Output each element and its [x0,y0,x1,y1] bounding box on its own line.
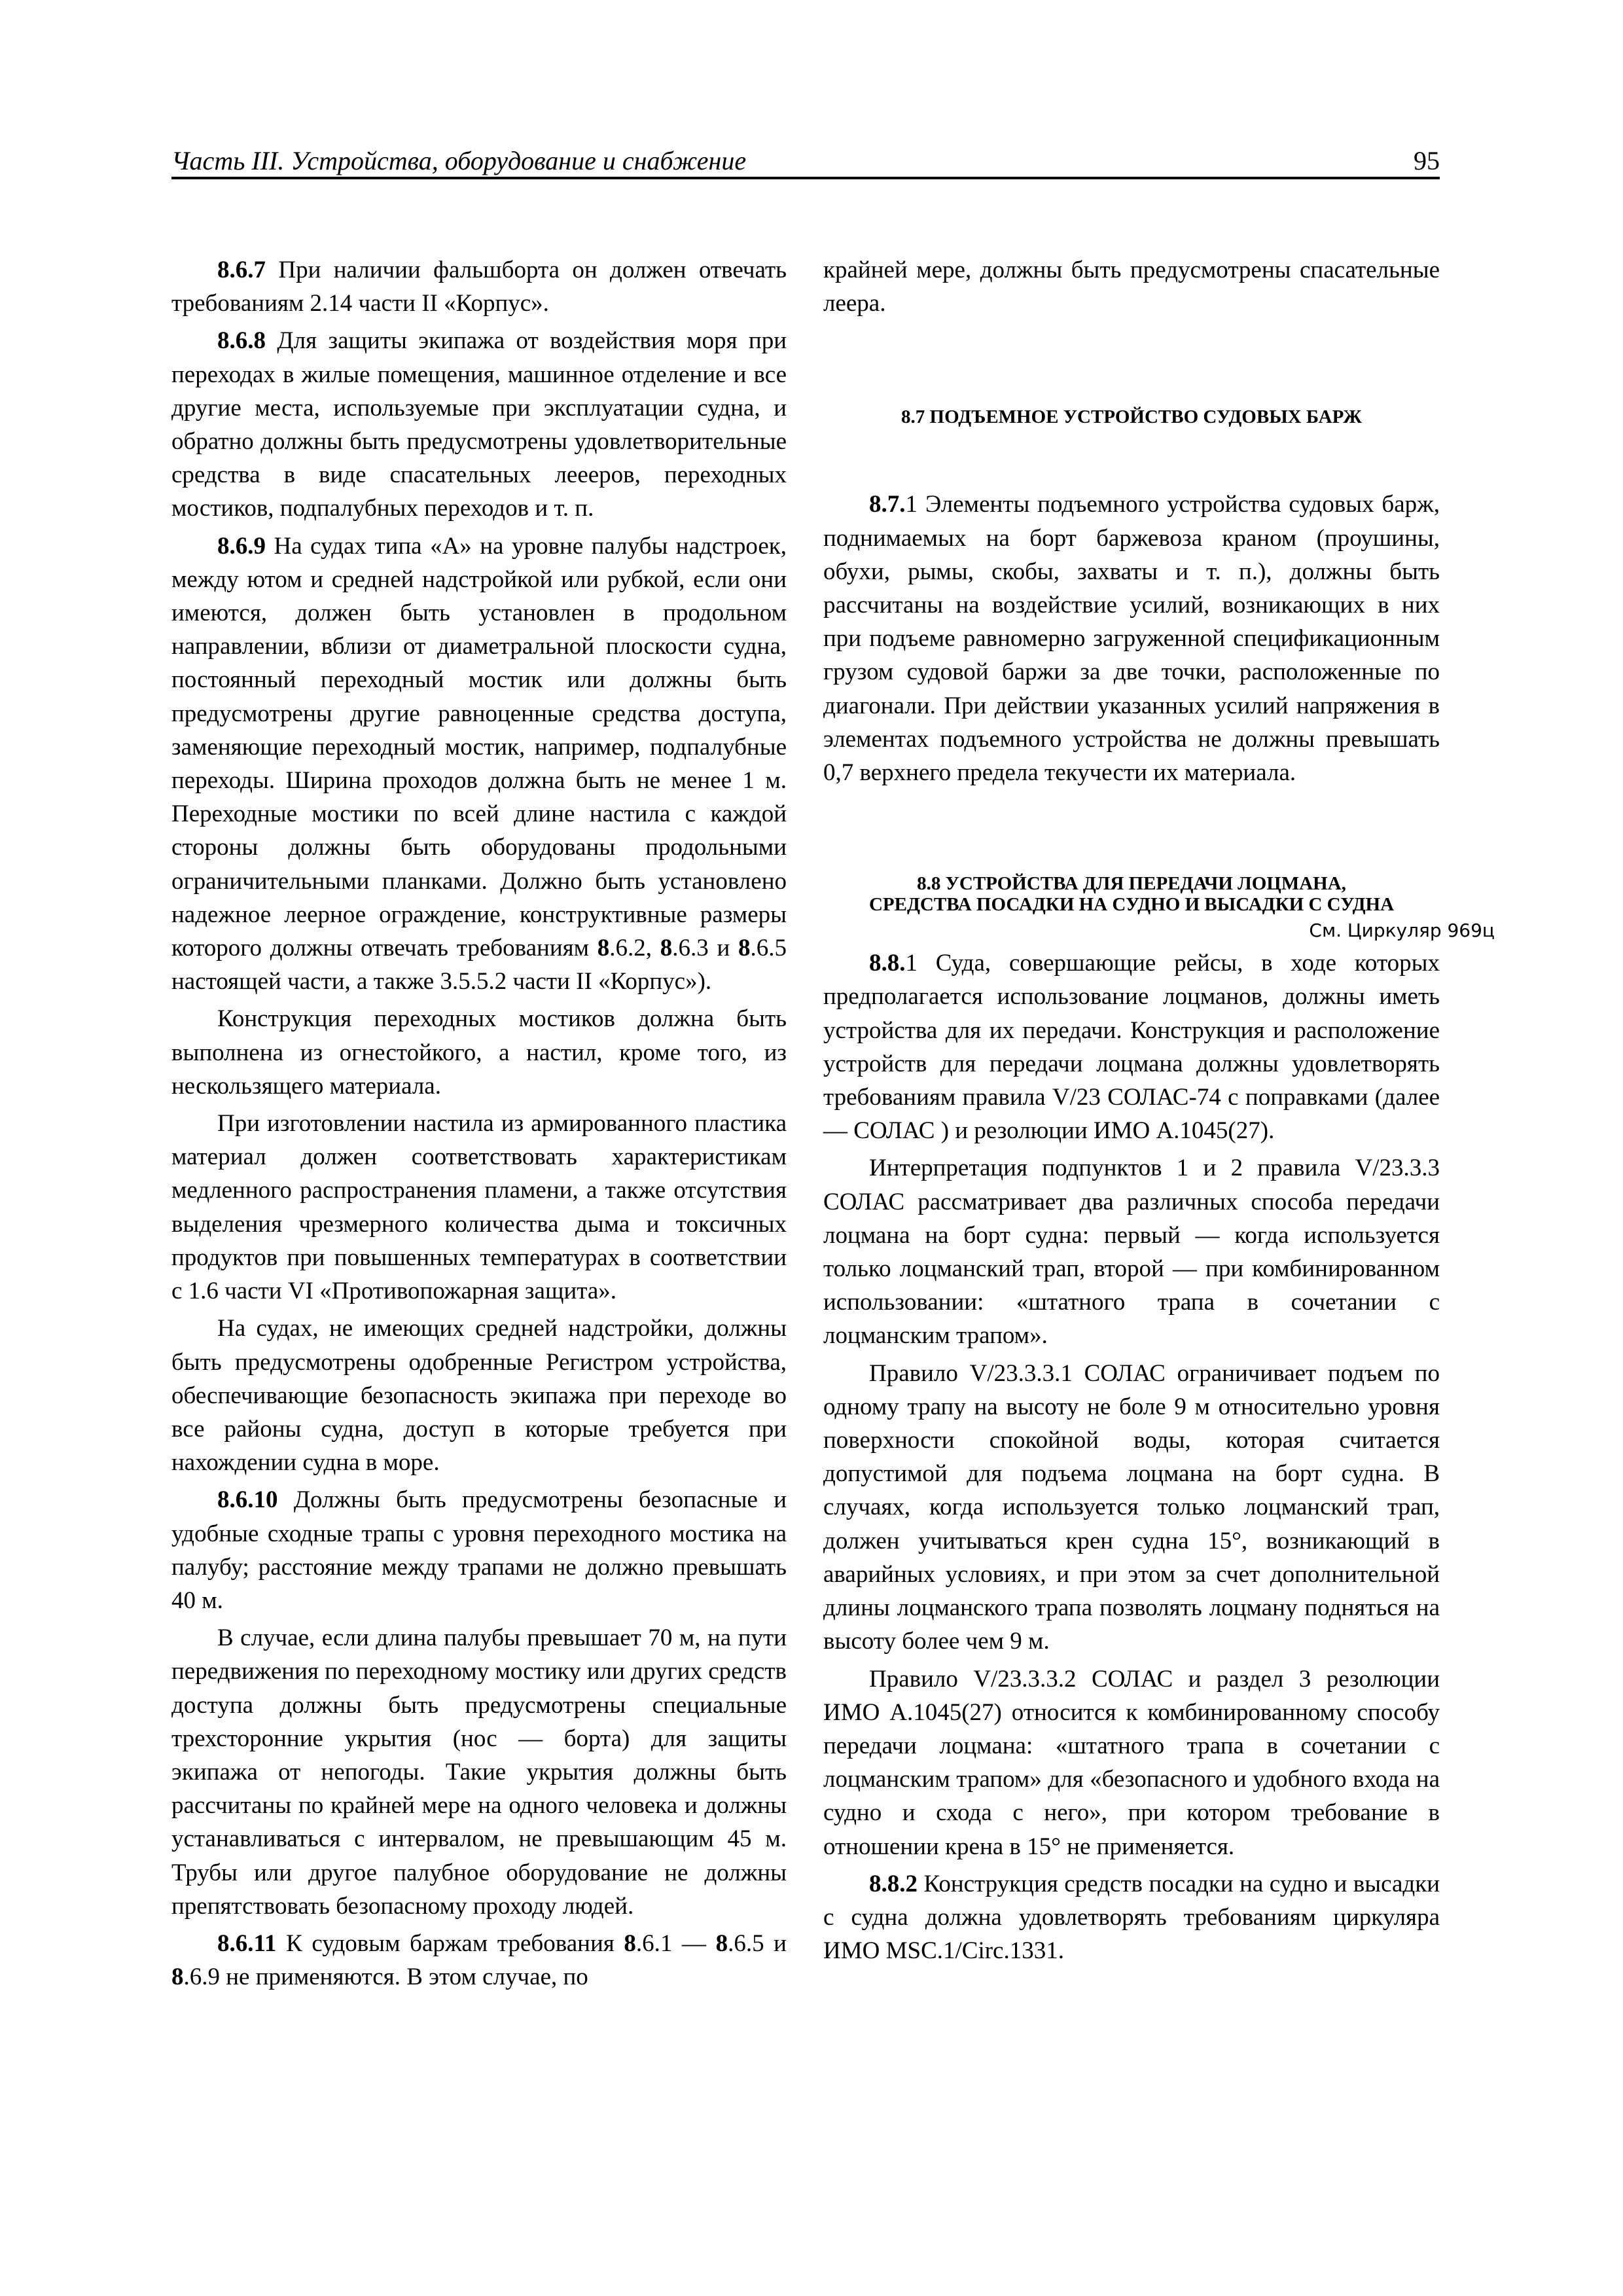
reference-chapter: 8 [738,935,751,962]
clause-number: 8.8. [869,950,906,977]
reference-chapter: 8 [171,1964,184,1991]
paragraph-text: .6.9 не применяются. В этом случае, по [183,1964,588,1991]
paragraph-text: На судах типа «А» на уровне палубы надстроек, между ютом и средней надстройкой или рубкой, если они имеются, должен быть установлен в продольном направлении, вблизи от диаметральной плоскости судна, постоянный переходный мостик или должны быть предусмотрены другие равноценные средства доступа, заменяющие переходный мостик, например, подпалубные переходы. Ширина проходов должна быть не менее 1 м. Переходные мостики по всей длине настила с каждой стороны должны быть оборудованы продольными ограничительными планками. Должно быть установлено надежное леерное ограждение, конструктивные размеры которого должны отвечать требованиям [171,532,787,962]
clause-number: 8.6.8 [217,327,266,355]
reference-chapter: 8 [597,935,610,962]
circular-reference-link[interactable]: См. Циркуляр 969ц [1309,920,1495,942]
header-title: Часть III. Устройства, оборудование и снабжение [171,146,747,175]
clause-number: 8.6.10 [217,1486,278,1514]
right-column [823,253,1495,1967]
paragraph-rule-v-23-3-3-1: Правило V/23.3.3.1 СОЛАС ограничивает подъем по одному трапу на высоту не боле 9 м относительно уровня поверхности спокойной воды, которая считается допустимой для подъема лоцмана на борт судна. В случаях, когда используется только лоцманский трап, должен учитываться крен судна 15°, возникающий в аварийных условиях, и при этом за счет дополнительной длины лоцманского трапа позволять лоцману подняться на высоту более чем 9 м. [823,1359,1440,1655]
left-column [171,253,787,1994]
section-heading-8-8-line2: СРЕДСТВА ПОСАДКИ НА СУДНО И ВЫСАДКИ С СУДНА [868,894,1395,916]
paragraph-continuation: крайней мере, должны быть предусмотрены спасательные леера. [823,257,1440,317]
paragraph-no-superstructure: На судах, не имеющих средней надстройки, должны быть предусмотрены одобренные Регистром устройства, обеспечивающие безопасность экипажа при переходе во все районы судна, доступ в которые требуется при нахождении судна в море. [171,1315,787,1477]
section-heading-8-7: 8.7 ПОДЪЕМНОЕ УСТРОЙСТВО СУДОВЫХ БАРЖ [901,406,1362,428]
paragraph-text: При наличии фальшборта он должен отвечать требованиям 2.14 части II «Корпус». [171,257,787,317]
reference-chapter: 8 [715,1929,728,1957]
paragraph-shelters: В случае, если длина палубы превышает 70 м, на пути передвижения по переходному мостику или других средств доступа должны быть предусмотрены специальные трехсторонние укрытия (нос — борта) для защиты экипажа от непогоды. Такие укрытия должны быть рассчитаны по крайней мере на одного человека и должны устанавливаться с интервалом, не превышающим 45 м. Трубы или другое палубное оборудование не должны препятствовать безопасному проходу людей. [171,1624,787,1920]
paragraph-text: Для защиты экипажа от воздействия моря при переходах в жилые помещения, машинное отделение и все другие места, используемые при эксплуатации судна, и обратно должны быть предусмотрены удовлетворительные средства в виде спасательных леееров, переходных мостиков, подпалубных переходов и т. п. [171,327,787,522]
paragraph-rule-v-23-3-3-2: Правило V/23.3.3.2 СОЛАС и раздел 3 резолюции ИМО А.1045(27) относится к комбинированному способу передачи лоцмана: «штатного трапа в сочетании с лоцманским трапом» для «безопасного и удобного входа на судно и схода с него», при котором требование в отношении крена в 15° не применяется. [823,1665,1440,1860]
paragraph-text: .6.5 настоящей части, а также 3.5.5.2 части II «Корпус»). [171,935,787,996]
paragraph-text: .6.5 и [728,1929,787,1957]
paragraph-8-6-9 [171,529,787,999]
paragraph-8-8-2 [823,1867,1440,1968]
clause-number: 8.7. [869,491,906,518]
paragraph-text: .6.1 — [635,1929,716,1957]
page-number: 95 [1414,146,1440,175]
paragraph-text: .6.3 и [672,935,738,962]
paragraph-text: Должны быть предусмотрены безопасные и удобные сходные трапы с уровня переходного мостика на палубу; расстояние между трапами не должно превышать 40 м. [171,1486,787,1614]
paragraph-text: .6.2, [609,935,660,962]
paragraph-8-6-8 [171,324,787,525]
paragraph-text: К судовым баржам требования [276,1929,624,1957]
clause-number-rest: 1 [905,491,918,518]
paragraph-bridge-construction: Конструкция переходных мостиков должна быть выполнена из огнестойкого, а настил, кроме того, из нескользящего материала. [171,1005,787,1100]
paragraph-8-6-7 [171,253,787,320]
section-heading-8-8-line1: 8.8 УСТРОЙСТВА ДЛЯ ПЕРЕДАЧИ ЛОЦМАНА, [917,873,1346,895]
header-rule [171,177,1440,179]
paragraph-8-7-1 [823,488,1440,789]
paragraph-8-6-10 [171,1483,787,1617]
paragraph-8-8-1 [823,946,1440,1147]
paragraph-text: Суда, совершающие рейсы, в ходе которых предполагается использование лоцманов, должны иметь устройства для их передачи. Конструкция и расположение устройств для передачи лоцмана должны удовлетворять требованиям правила V/23 СОЛАС-74 с поправками (далее — СОЛАС ) и резолюции ИМО А.1045(27). [823,950,1440,1145]
paragraph-8-6-11 [171,1927,787,1994]
paragraph-text: Конструкция средств посадки на судно и высадки с судна должна удовлетворять требованиям циркуляра ИМО MSC.1/Circ.1331. [823,1870,1440,1965]
clause-number-rest: 1 [905,950,918,977]
paragraph-text: Элементы подъемного устройства судовых барж, поднимаемых на борт баржевоза краном (проушины, обухи, рымы, скобы, захваты и т. п.), должны быть рассчитаны на воздействие усилий, возникающих в них при подъеме равномерно загруженной спецификационным грузом судовой баржи за две точки, расположенные по диагонали. При действии указанных усилий напряжения в элементах подъемного устройства не должны превышать 0,7 верхнего предела текучести их материала. [823,491,1440,787]
paragraph-deck-material: При изготовлении настила из армированного пластика материал должен соответствовать характеристикам медленного распространения пламени, а также отсутствия выделения чрезмерного количества дыма и токсичных продуктов при повышенных температурах в соответствии с 1.6 части VI «Противопожарная защита». [171,1110,787,1305]
clause-number: 8.6.11 [217,1929,277,1957]
clause-number: 8.6.9 [217,532,266,560]
paragraph-interpretation: Интерпретация подпунктов 1 и 2 правила V/23.3.3 СОЛАС рассматривает два различных способа передачи лоцмана на борт судна: первый — когда используется только лоцманский трап, второй — при комбинированном использовании: «штатного трапа в сочетании с лоцманским трапом». [823,1155,1440,1350]
reference-chapter: 8 [624,1929,636,1957]
running-header [171,145,1440,178]
reference-chapter: 8 [660,935,673,962]
clause-number: 8.6.7 [217,257,266,283]
clause-number: 8.8.2 [869,1870,918,1897]
